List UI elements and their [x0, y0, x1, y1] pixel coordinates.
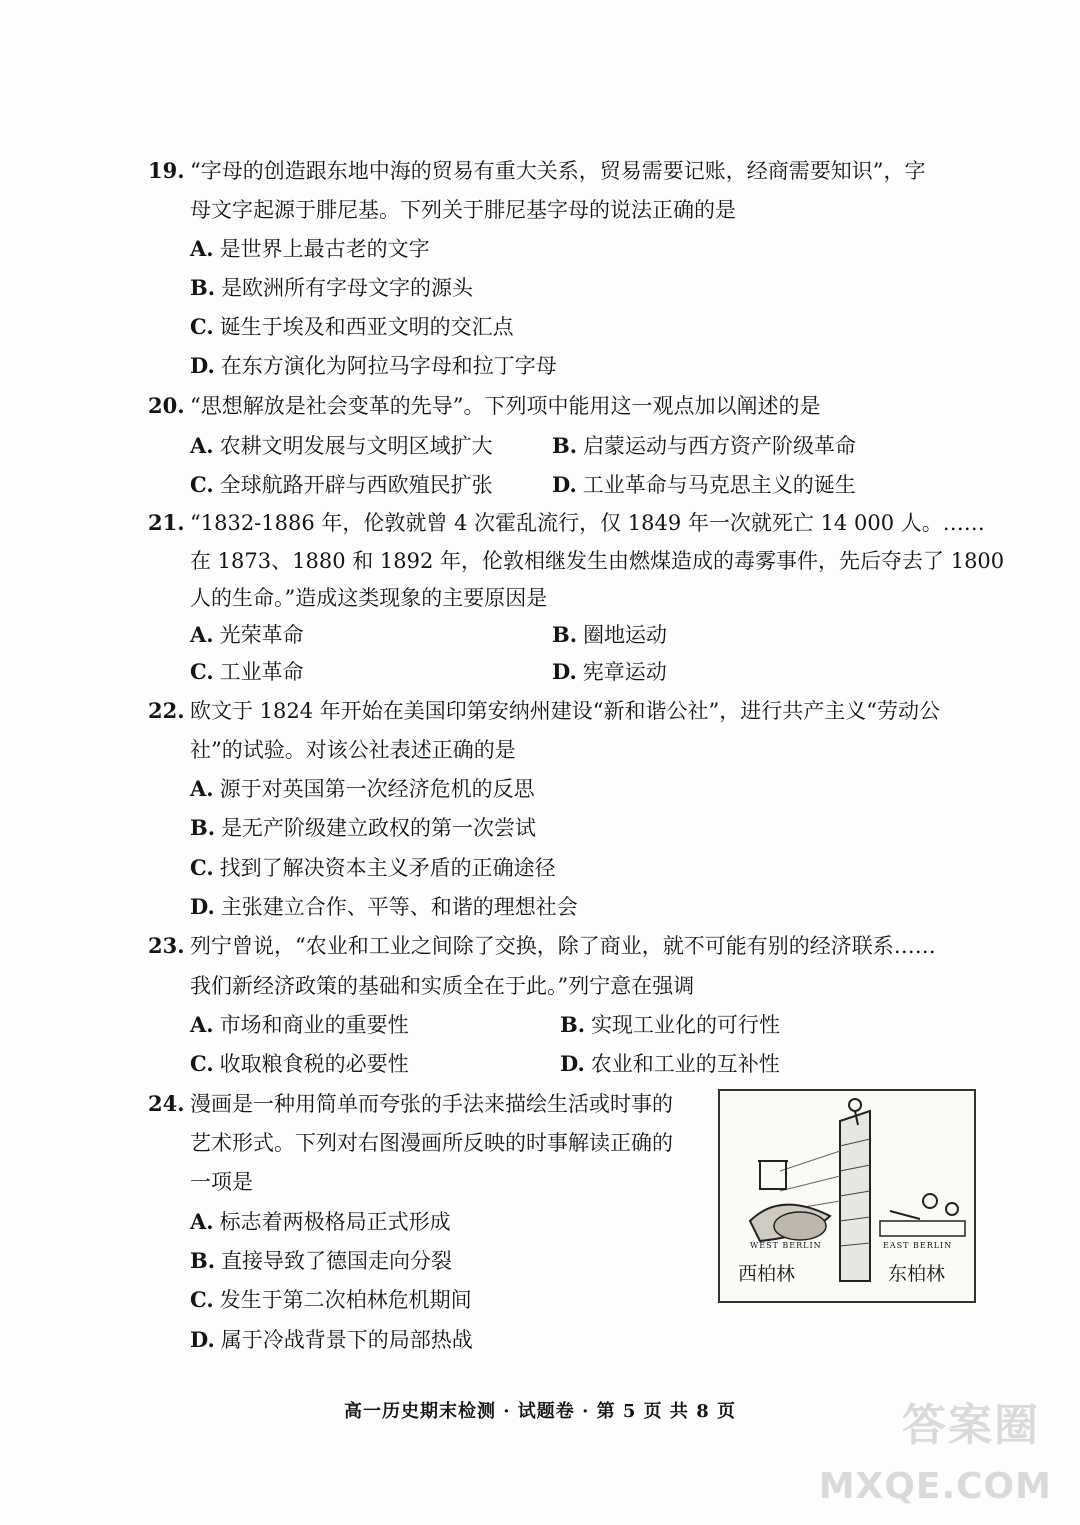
question-stem-line: 人的生命。”造成这类现象的主要原因是: [190, 586, 548, 610]
cartoon-label-west: 西柏林: [738, 1263, 796, 1285]
question-stem-line: “1832-1886 年，伦敦就曾 4 次霍乱流行，仅 1849 年一次就死亡 14 000 人。……: [190, 511, 985, 535]
question-number: 19.: [148, 158, 185, 183]
question-stem-line: 漫画是一种用简单而夸张的手法来描绘生活或时事的: [190, 1092, 673, 1116]
option-a: A. 市场和商业的重要性: [190, 1012, 409, 1037]
question-stem-line: “字母的创造跟东地中海的贸易有重大关系，贸易需要记账，经商需要知识”，字: [190, 159, 926, 183]
question-number: 21.: [148, 510, 185, 535]
watermark-url: MXQE.COM: [818, 1466, 1052, 1507]
watermark-logo-text: 答案圈: [902, 1400, 1040, 1451]
question-number: 24.: [148, 1091, 185, 1116]
question-stem-line: 列宁曾说，“农业和工业之间除了交换，除了商业，就不可能有别的经济联系……: [190, 934, 936, 958]
question-stem-line: “思想解放是社会变革的先导”。下列项中能用这一观点加以阐述的是: [190, 394, 821, 418]
option-b: B. 是欧洲所有字母文字的源头: [190, 275, 474, 300]
option-a: A. 是世界上最古老的文字: [190, 236, 430, 261]
question-stem-line: 欧文于 1824 年开始在美国印第安纳州建设“新和谐公社”，进行共产主义“劳动公: [190, 699, 940, 723]
option-d: D. 农业和工业的互补性: [560, 1051, 780, 1076]
option-b: B. 实现工业化的可行性: [560, 1012, 781, 1037]
question-stem-line: 在 1873、1880 和 1892 年，伦敦相继发生由燃煤造成的毒雾事件，先后夺去了 1800: [190, 549, 1005, 573]
berlin-wall-cartoon: [718, 1089, 976, 1303]
option-a: A. 光荣革命: [190, 622, 304, 647]
cartoon-label-east: 东柏林: [888, 1263, 946, 1285]
page-footer: 高一历史期末检测 · 试题卷 · 第 5 页 共 8 页: [344, 1401, 736, 1422]
option-b: B. 圈地运动: [552, 622, 668, 647]
option-a: A. 农耕文明发展与文明区域扩大: [190, 433, 493, 458]
option-a: A. 标志着两极格局正式形成: [190, 1209, 451, 1234]
question-stem-line: 艺术形式。下列对右图漫画所反映的时事解读正确的: [190, 1131, 673, 1155]
option-d: D. 主张建立合作、平等、和谐的理想社会: [190, 894, 578, 919]
option-c: C. 发生于第二次柏林危机期间: [190, 1287, 472, 1312]
option-b: B. 直接导致了德国走向分裂: [190, 1248, 453, 1273]
cartoon-small-caption-east: EAST BERLIN: [883, 1241, 953, 1250]
option-c: C. 找到了解决资本主义矛盾的正确途径: [190, 855, 556, 880]
option-d: D. 在东方演化为阿拉马字母和拉丁字母: [190, 353, 557, 378]
option-b: B. 启蒙运动与西方资产阶级革命: [552, 433, 857, 458]
site-watermark: [818, 1400, 1062, 1515]
option-c: C. 诞生于埃及和西亚文明的交汇点: [190, 314, 514, 339]
question-number: 20.: [148, 393, 185, 418]
option-d: D. 属于冷战背景下的局部热战: [190, 1327, 473, 1352]
option-d: D. 宪章运动: [552, 659, 667, 684]
question-stem-line: 社”的试验。对该公社表述正确的是: [190, 738, 516, 762]
question-stem-line: 我们新经济政策的基础和实质全在于此。”列宁意在强调: [190, 974, 695, 998]
cartoon-small-caption-west: WEST BERLIN: [750, 1241, 822, 1250]
question-stem-line: 母文字起源于腓尼基。下列关于腓尼基字母的说法正确的是: [190, 198, 736, 222]
question-number: 22.: [148, 698, 185, 723]
option-b: B. 是无产阶级建立政权的第一次尝试: [190, 815, 537, 840]
question-number: 23.: [148, 933, 185, 958]
option-c: C. 收取粮食税的必要性: [190, 1051, 409, 1076]
question-stem-line: 一项是: [190, 1170, 253, 1194]
option-c: C. 全球航路开辟与西欧殖民扩张: [190, 472, 493, 497]
option-d: D. 工业革命与马克思主义的诞生: [552, 472, 856, 497]
option-a: A. 源于对英国第一次经济危机的反思: [190, 776, 535, 801]
option-c: C. 工业革命: [190, 659, 304, 684]
